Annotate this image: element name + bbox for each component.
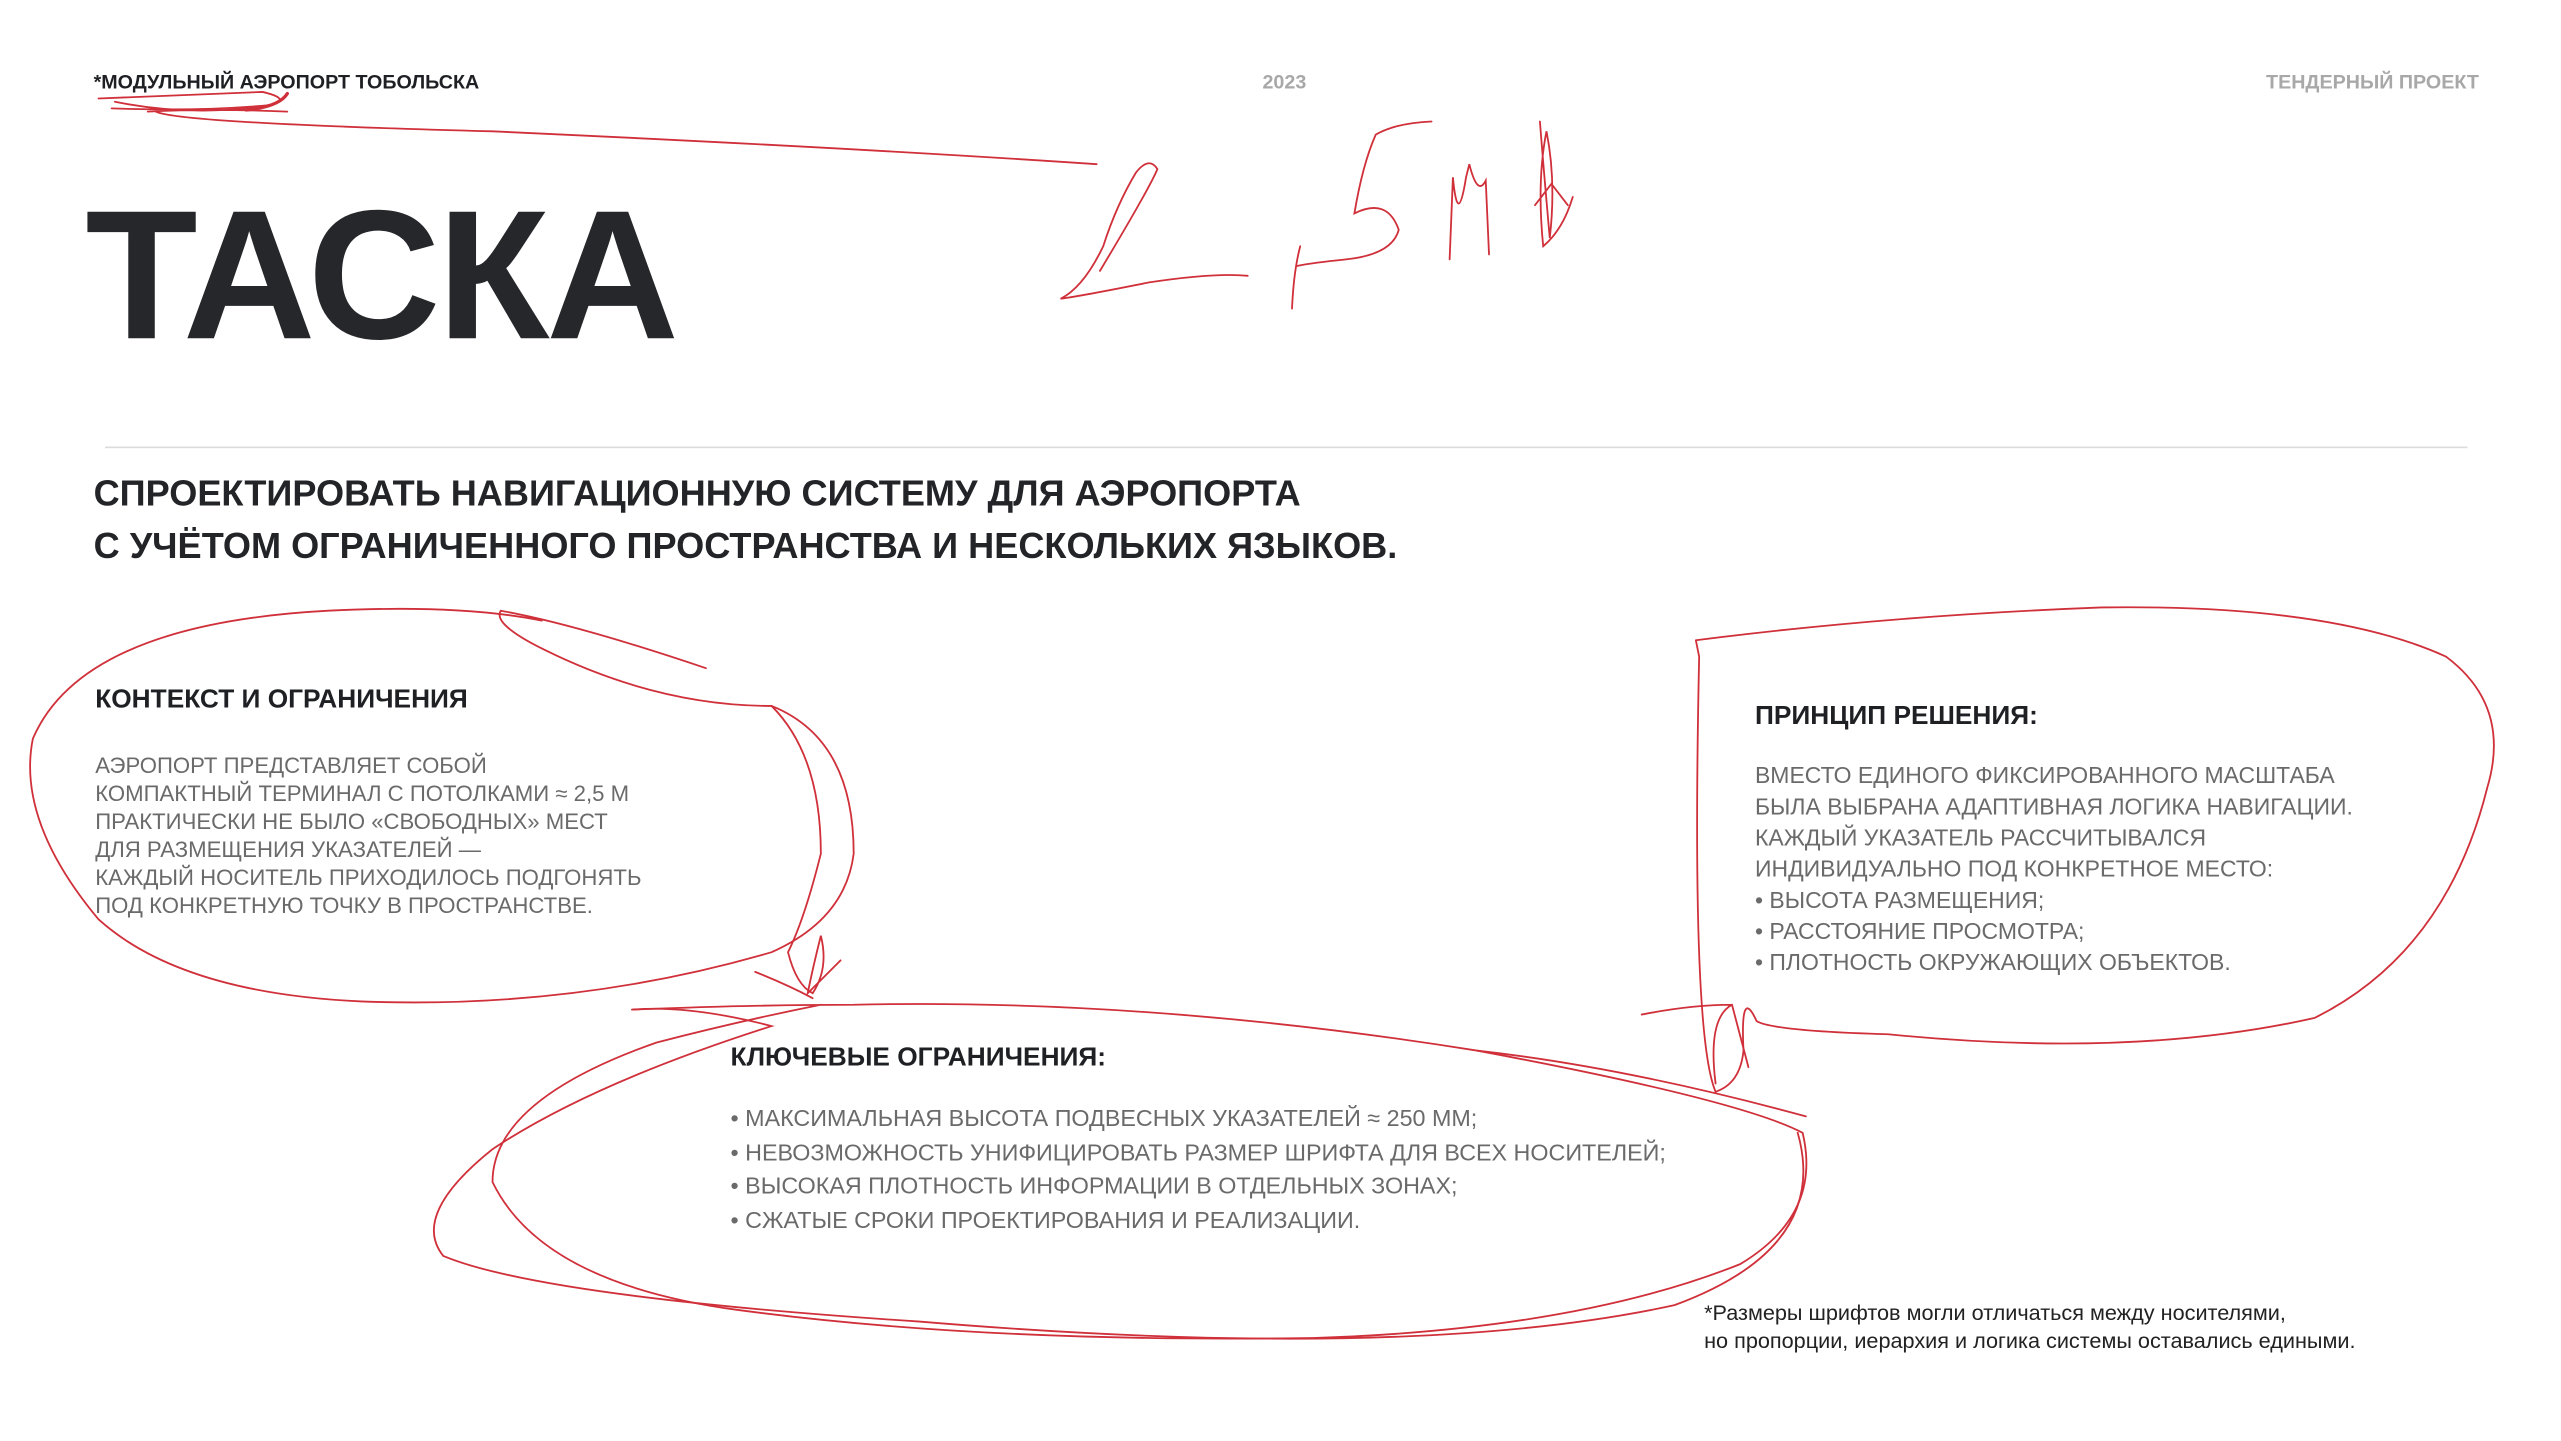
principle-bubble-outline bbox=[1642, 607, 2494, 1091]
constraints-bubble-outline bbox=[434, 1004, 1807, 1339]
principle-line: • РАССТОЯНИЕ ПРОСМОТРА; bbox=[1754, 917, 2085, 944]
handwritten-2-5m bbox=[1061, 121, 1573, 308]
principle-line: КАЖДЫЙ УКАЗАТЕЛЬ РАССЧИТЫВАЛСЯ bbox=[1754, 824, 2207, 851]
principle-line: • ПЛОТНОСТЬ ОКРУЖАЮЩИХ ОБЪЕКТОВ. bbox=[1754, 948, 2231, 976]
context-line: ПОД КОНКРЕТНУЮ ТОЧКУ В ПРОСТРАНСТВЕ. bbox=[95, 893, 593, 918]
principle-line: БЫЛА ВЫБРАНА АДАПТИВНАЯ ЛОГИКА НАВИГАЦИИ. bbox=[1754, 792, 2353, 820]
project-type: ТЕНДЕРНЫЙ ПРОЕКТ bbox=[2266, 70, 2479, 94]
page-title: ТАСКА bbox=[85, 172, 676, 378]
context-line: КАЖДЫЙ НОСИТЕЛЬ ПРИХОДИЛОСЬ ПОДГОНЯТЬ bbox=[95, 865, 642, 890]
footnote-line: *Размеры шрифтов могли отличаться между носителями, bbox=[1704, 1300, 2286, 1325]
principle-line: ВМЕСТО ЕДИНОГО ФИКСИРОВАННОГО МАСШТАБА bbox=[1754, 761, 2335, 789]
project-name: *МОДУЛЬНЫЙ АЭРОПОРТ ТОБОЛЬСКА bbox=[93, 70, 480, 94]
context-line: ПРАКТИЧЕСКИ НЕ БЫЛО «СВОБОДНЫХ» МЕСТ bbox=[95, 809, 608, 834]
task-line: СПРОЕКТИРОВАТЬ НАВИГАЦИОННУЮ СИСТЕМУ ДЛЯ АЭРОПОРТА bbox=[93, 472, 1301, 514]
constraints-heading: КЛЮЧЕВЫЕ ОГРАНИЧЕНИЯ: bbox=[730, 1044, 1107, 1073]
constraint-item: • НЕВОЗМОЖНОСТЬ УНИФИЦИРОВАТЬ РАЗМЕР ШРИФТА ДЛЯ ВСЕХ НОСИТЕЛЕЙ; bbox=[730, 1140, 1666, 1167]
context-heading: КОНТЕКСТ И ОГРАНИЧЕНИЯ bbox=[95, 686, 468, 715]
underline-scribble bbox=[99, 92, 1097, 164]
context-bubble-outline bbox=[30, 609, 854, 1003]
footnote-line: но пропорции, иерархия и логика системы оставались едиными. bbox=[1704, 1328, 2356, 1353]
principle-heading: ПРИНЦИП РЕШЕНИЯ: bbox=[1754, 702, 2038, 731]
constraint-item: • МАКСИМАЛЬНАЯ ВЫСОТА ПОДВЕСНЫХ УКАЗАТЕЛЕЙ ≈ 250 ММ; bbox=[730, 1106, 1478, 1133]
constraint-item: • ВЫСОКАЯ ПЛОТНОСТЬ ИНФОРМАЦИИ В ОТДЕЛЬНЫХ ЗОНАХ; bbox=[730, 1174, 1458, 1201]
year: 2023 bbox=[1262, 70, 1307, 94]
task-line: С УЧЁТОМ ОГРАНИЧЕННОГО ПРОСТРАНСТВА И НЕСКОЛЬКИХ ЯЗЫКОВ. bbox=[93, 525, 1398, 567]
context-line: АЭРОПОРТ ПРЕДСТАВЛЯЕТ СОБОЙ bbox=[95, 753, 487, 779]
context-line: ДЛЯ РАЗМЕЩЕНИЯ УКАЗАТЕЛЕЙ — bbox=[95, 837, 481, 862]
principle-line: ИНДИВИДУАЛЬНО ПОД КОНКРЕТНОЕ МЕСТО: bbox=[1754, 855, 2274, 882]
principle-line: • ВЫСОТА РАЗМЕЩЕНИЯ; bbox=[1754, 886, 2045, 913]
context-line: КОМПАКТНЫЙ ТЕРМИНАЛ С ПОТОЛКАМИ ≈ 2,5 М bbox=[95, 781, 630, 807]
constraint-item: • СЖАТЫЕ СРОКИ ПРОЕКТИРОВАНИЯ И РЕАЛИЗАЦИИ. bbox=[730, 1208, 1361, 1235]
